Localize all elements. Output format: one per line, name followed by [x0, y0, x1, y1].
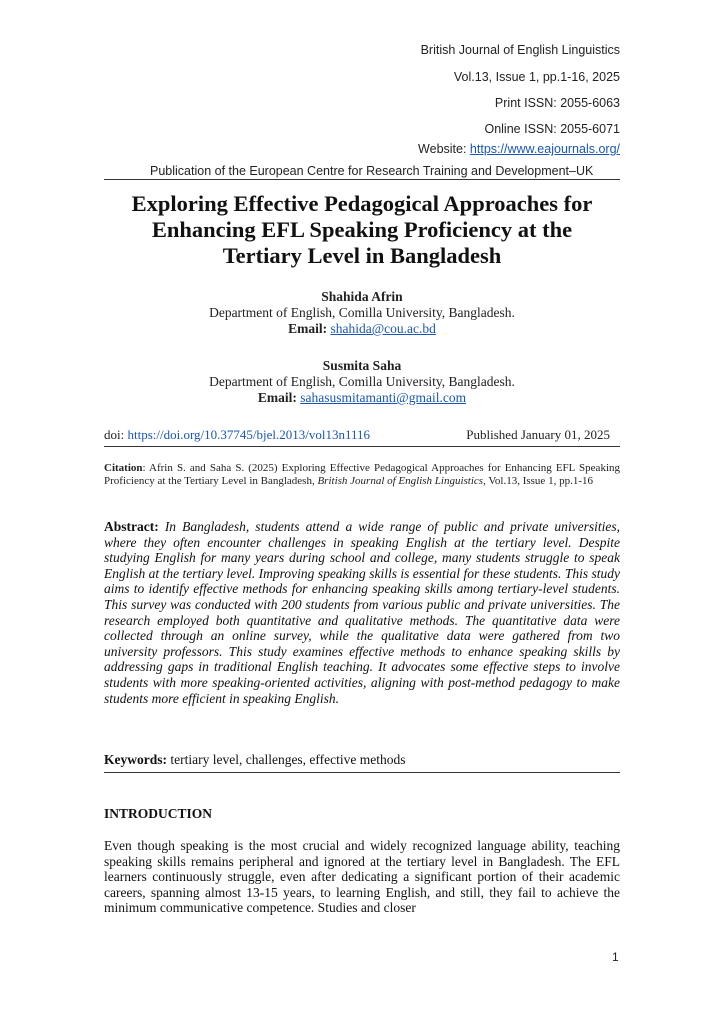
author-affiliation-2: Department of English, Comilla University, Bangladesh. — [209, 374, 515, 389]
author-email-link-2[interactable]: sahasusmitamanti@gmail.com — [300, 390, 467, 405]
doi-link[interactable]: https://doi.org/10.37745/bjel.2013/vol13n1116 — [127, 427, 371, 442]
page-number: 1 — [612, 950, 619, 964]
title-line-1: Exploring Effective Pedagogical Approaches for — [131, 191, 593, 216]
paper-title — [104, 191, 620, 269]
keywords-text: tertiary level, challenges, effective methods — [170, 752, 406, 767]
citation-text-end: , Vol.13, Issue 1, pp.1-16 — [483, 475, 593, 487]
author-block-2 — [104, 358, 620, 406]
email-label-2: Email: — [257, 390, 297, 405]
section-heading-introduction: INTRODUCTION — [104, 806, 213, 821]
title-line-2: Enhancing EFL Speaking Proficiency at the — [151, 217, 573, 242]
author-name-1: Shahida Afrin — [321, 289, 403, 304]
author-email-line-2 — [104, 390, 620, 406]
website-link[interactable]: https://www.eajournals.org/ — [469, 142, 620, 156]
header-rule — [104, 179, 620, 180]
author-name-2: Susmita Saha — [322, 358, 402, 373]
abstract-label: Abstract: — [104, 519, 159, 534]
citation-text: : Afrin S. and Saha S. (2025) Exploring Effective Pedagogical Approaches for Enhancing EFL Speaking Proficiency at the Tertiary Level in Bangladesh, — [104, 462, 620, 487]
citation-label: Citation — [104, 462, 143, 474]
abstract-text: In Bangladesh, students attend a wide range of public and private universities, where they often encounter challenges in speaking English at the tertiary level. Despite studying English for many years during school and college, many students struggle to speak English at the tertiary level. Improving speaking skills is essential for these students. This study aims to identify effective methods for enhancing speaking skills among tertiary-level students. This survey was conducted with 200 students from various public and private universities. The research employed both quantitative and qualitative methods. The quantitative data were collected through an online survey, while the qualitative data were gathered from two university professors. This study examines effective methods to enhance speaking skills by addressing gaps in traditional English teaching. It advocates some effective steps to involve students with more speaking-oriented activities, aligning with post-method pedagogy to make students more efficient in speaking English. — [104, 519, 621, 706]
keywords-label: Keywords: — [104, 752, 167, 767]
abstract — [104, 519, 620, 706]
author-affiliation-1: Department of English, Comilla University, Bangladesh. — [209, 305, 515, 320]
doi-row — [104, 427, 620, 447]
publisher-line: Publication of the European Centre for Research Training and Development–UK — [148, 164, 622, 178]
citation — [104, 462, 620, 488]
doi-label: doi: — [104, 427, 128, 442]
introduction-paragraph: Even though speaking is the most crucial and widely recognized language ability, teaching speaking skills remains peripheral and ignored at the tertiary level in Bangladesh. The EFL learners continuously struggle, even after dedicating a significant portion of their academic careers, spanning almost 13-15 years, to learning English, and still, they fail to achieve the minimum communicative competence. Studies and closer — [104, 838, 620, 916]
online-issn: Online ISSN: 2055-6071 — [484, 122, 620, 136]
author-email-link-1[interactable]: shahida@cou.ac.bd — [330, 321, 436, 336]
author-email-line-1 — [104, 321, 620, 337]
website-label: Website: — [418, 142, 470, 156]
author-block-1 — [104, 289, 620, 337]
print-issn: Print ISSN: 2055-6063 — [494, 96, 620, 110]
published-date: Published January 01, 2025 — [466, 427, 610, 442]
keywords — [104, 752, 620, 773]
journal-name: British Journal of English Linguistics — [420, 43, 620, 57]
volume-info: Vol.13, Issue 1, pp.1-16, 2025 — [453, 70, 620, 84]
email-label-1: Email: — [288, 321, 328, 336]
title-line-3: Tertiary Level in Bangladesh — [222, 243, 502, 268]
citation-journal: British Journal of English Linguistics — [317, 475, 484, 487]
website-line — [418, 142, 620, 156]
